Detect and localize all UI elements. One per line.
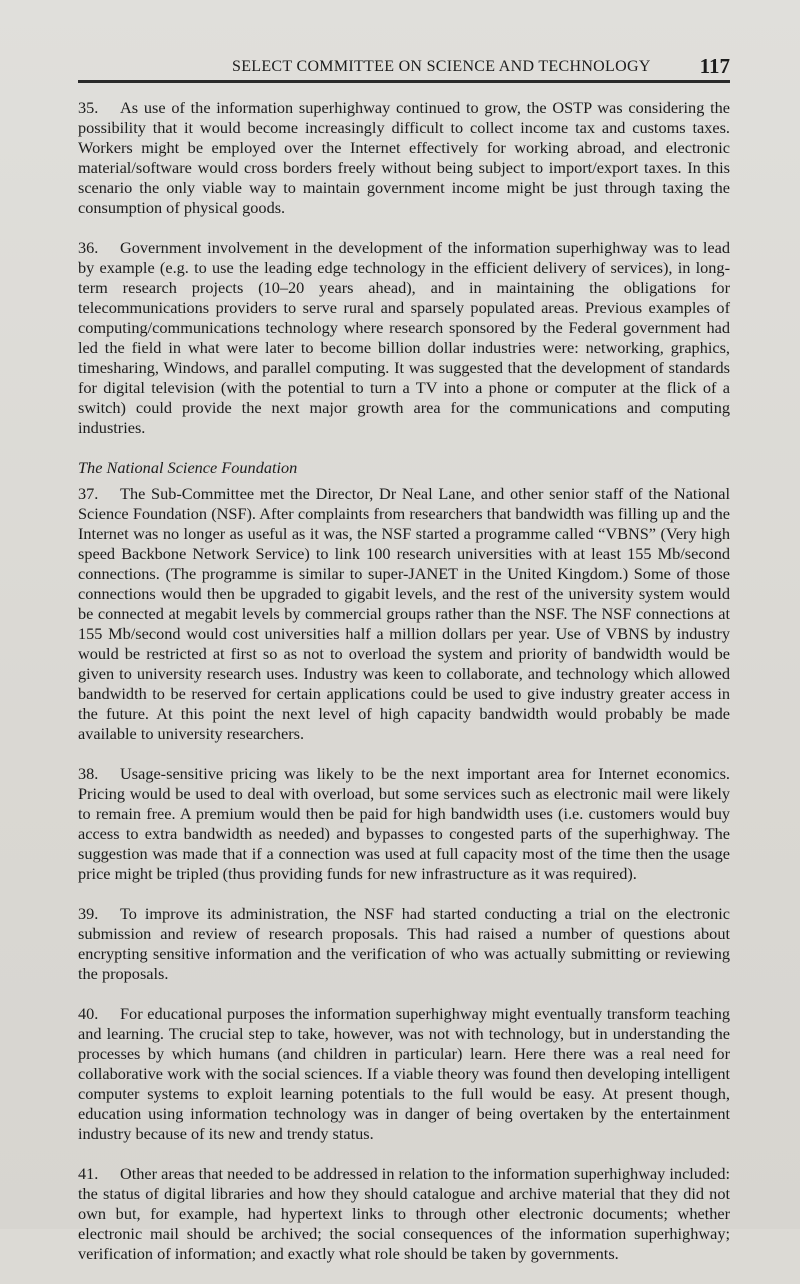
paragraph-41 xyxy=(78,1164,730,1264)
paragraph-text: Government involvement in the development of the information superhighway was to lead by example (e.g. to use the leading edge technology in the efficient delivery of services), in long-term research projects (10–20 years ahead), and in maintaining the obligations for telecommunications providers to serve rural and sparsely populated areas. Previous examples of computing/communications technology where research sponsored by the Federal government had led the field in what were later to become billion dollar industries were: networking, graphics, timesharing, Windows, and parallel computing. It was suggested that the development of standards for digital television (with the potential to turn a TV into a phone or computer at the flick of a switch) could provide the next major growth area for the communications and computing industries. xyxy=(78,238,730,437)
paragraph-number: 41. xyxy=(78,1164,99,1183)
paragraph-number: 35. xyxy=(78,98,99,117)
paragraph-number: 37. xyxy=(78,484,99,503)
paragraph-39 xyxy=(78,904,730,984)
paragraph-text: Usage-sensitive pricing was likely to be the next important area for Internet economics. Pricing would be used to deal with overload, but some services such as electronic mail were likely to remain free. A premium would then be paid for high bandwidth uses (i.e. customers would buy access to extra bandwidth as needed) and bypasses to congested parts of the superhighway. The suggestion was made that if a connection was used at full capacity most of the time then the usage price might be tripled (thus providing funds for new infrastructure as it was required). xyxy=(78,764,730,883)
paragraph-text: As use of the information superhighway continued to grow, the OSTP was considering the possibility that it would become increasingly difficult to collect income tax and customs taxes. Workers might be employed over the Internet effectively for working abroad, and electronic material/software would cross borders freely without being subject to import/export taxes. In this scenario the only viable way to maintain government income might be just through taxing the consumption of physical goods. xyxy=(78,98,730,217)
document-body xyxy=(78,98,730,1284)
paragraph-text: Other areas that needed to be addressed in relation to the information superhighway included: the status of digital libraries and how they should catalogue and archive material that they did not own but, for example, had hypertext links to through other electronic documents; whether electronic mail should be archived; the social consequences of the information superhighway; verification of information; and exactly what role should be taken by governments. xyxy=(78,1164,730,1263)
paragraph-35 xyxy=(78,98,730,218)
paragraph-text: To improve its administration, the NSF had started conducting a trial on the electronic submission and review of research proposals. This had raised a number of questions about encrypting sensitive information and the verification of who was actually submitting or reviewing the proposals. xyxy=(78,904,730,983)
paragraph-text: The Sub-Committee met the Director, Dr Neal Lane, and other senior staff of the National Science Foundation (NSF). After complaints from researchers that bandwidth was filling up and the Internet was no longer as useful as it was, the NSF started a programme called “VBNS” (Very high speed Backbone Network Service) to link 100 research universities with at least 155 Mb/second connections. (The programme is similar to super-JANET in the United Kingdom.) Some of those connections would then be upgraded to gigabit levels, and the rest of the university system would be connected at megabit levels by commercial groups rather than the NSF. The NSF connections at 155 Mb/second would cost universities half a million dollars per year. Use of VBNS by industry would be restricted at first so as not to overload the system and priority of bandwidth would be given to university research uses. Industry was keen to collaborate, and technology which allowed bandwidth to be reserved for certain applications could be used to give industry greater access in the future. At this point the next level of high capacity bandwidth would probably be made available to university researchers. xyxy=(78,484,730,743)
page-number: 117 xyxy=(699,54,730,78)
paragraph-number: 38. xyxy=(78,764,99,783)
paragraph-number: 40. xyxy=(78,1004,99,1023)
paragraph-number: 36. xyxy=(78,238,99,257)
paragraph-40 xyxy=(78,1004,730,1144)
paragraph-text: For educational purposes the information superhighway might eventually transform teaching and learning. The crucial step to take, however, was not with technology, but in understanding the processes by which humans (and children in particular) learn. Here there was a real need for collaborative work with the social sciences. If a viable theory was found then developing intelligent computer systems to exploit learning potentials to the full would be easy. At present though, education using information technology was in danger of being overtaken by the entertainment industry because of its new and trendy status. xyxy=(78,1004,730,1143)
section-heading: The National Science Foundation xyxy=(78,458,298,477)
running-title: SELECT COMMITTEE ON SCIENCE AND TECHNOLOGY xyxy=(232,58,651,75)
paragraph-37 xyxy=(78,484,730,744)
paragraph-36 xyxy=(78,238,730,438)
running-header xyxy=(78,56,730,83)
paragraph-number: 39. xyxy=(78,904,99,923)
paragraph-38 xyxy=(78,764,730,884)
